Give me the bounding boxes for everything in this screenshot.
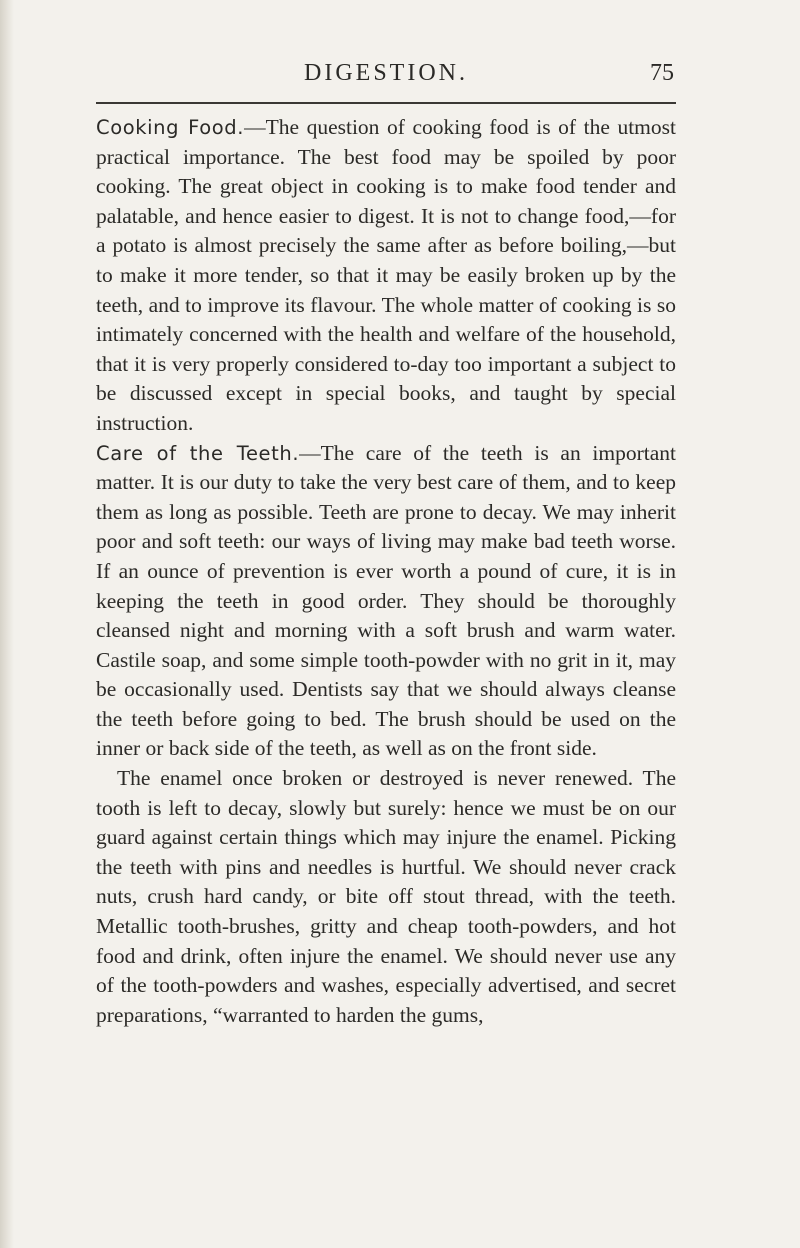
page-gutter-shadow [0,0,14,1248]
paragraph-care-of-teeth [96,439,676,765]
running-title: DIGESTION. [304,60,468,86]
header-rule [96,102,676,104]
paragraph-text: The enamel once broken or destroyed is never renewed. The tooth is left to decay, slowly but surely: hence we must be on our guard against certain things which may injure the enamel. Picking the teeth with pins and needles is hurtful. We should never crack nuts, crush hard candy, or bite off stout thread, with the teeth. Metallic tooth-brushes, gritty and cheap tooth-powders, and hot food and drink, often injure the enamel. We should never use any of the tooth-powders and washes, especially advertised, and secret preparations, “warranted to harden the gums, [96,766,676,1027]
running-head [96,0,676,86]
book-page [96,0,676,1027]
page-number: 75 [650,60,674,86]
paragraph-cooking-food [96,113,676,439]
section-heading-cooking-food: Cooking Food. [96,116,245,139]
paragraph-enamel [96,764,676,1030]
section-heading-care-of-teeth: Care of the Teeth. [96,441,300,465]
body-text [96,113,676,1030]
paragraph-text: —The question of cooking food is of the utmost practical importance. The best food may be spoiled by poor cooking. The great object in cooking is to make food tender and palatable, and hence easier to digest. It is not to change food,—for a potato is almost precisely the same after as before boiling,—but to make it more tender, so that it may be easily broken up by the teeth, and to improve its flavour. The whole matter of cooking is so intimately concerned with the health and welfare of the household, that it is very properly considered to-day too important a subject to be discussed except in special books, and taught by special instruction. [96,115,676,435]
paragraph-text: —The care of the teeth is an important matter. It is our duty to take the very best care of them, and to keep them as long as possible. Teeth are prone to decay. We may inherit poor and soft teeth: our ways of living may make bad teeth worse. If an ounce of prevention is ever worth a pound of cure, it is in keeping the teeth in good order. They should be thoroughly cleansed night and morning with a soft brush and warm water. Castile soap, and some simple tooth-powder with no grit in it, may be occasionally used. Dentists say that we should always cleanse the teeth before going to bed. The brush should be used on the inner or back side of the teeth, as well as on the front side. [96,440,676,761]
